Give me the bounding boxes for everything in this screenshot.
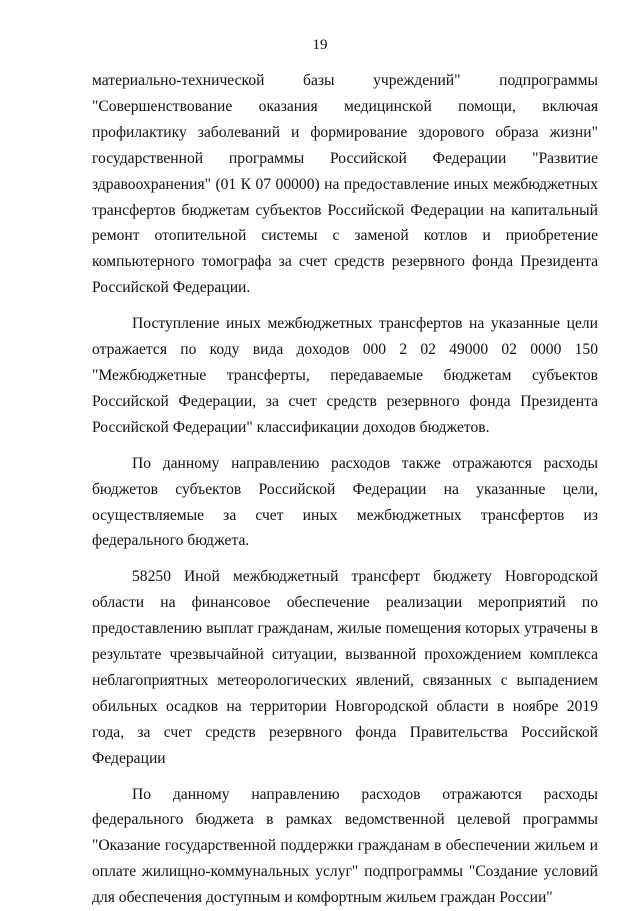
paragraph-income-code: Поступление иных межбюджетных трансфертов на указанные цели отражается по коду вида доходов 000 2 02 49000 02 0000 150 "Межбюджетные трансферты, передаваемые бюджетам субъектов Российской Федерации, за счет средств резервного фонда Президента Российской Федерации" классификации доходов бюджетов. [92,315,598,436]
paragraph-58250-transfer: 58250 Иной межбюджетный трансферт бюджету Новгородской области на финансовое обеспечение реализации мероприятий по предоставлению выплат гражданам, жилые помещения которых утрачены в результате чрезвычайной ситуации, вызванной прохождением комплекса неблагоприятных метеорологических явлений, связанных с выпадением обильных осадков на территории Новгородской области в ноябре 2019 года, за счет средств резервного фонда Правительства Российской Федерации [92,568,598,767]
document-body [92,68,598,911]
page-number: 19 [312,37,328,53]
paragraph-federal-expenses: По данному направлению расходов отражаются расходы федерального бюджета в рамках ведомственной целевой программы "Оказание государственной поддержки гражданам в обеспечении жильем и оплате жилищно-коммунальных услуг" подпрограммы "Создание условий для обеспечения доступным и комфортным жильем граждан России" [92,785,598,907]
paragraph-regional-expenses: По данному направлению расходов также отражаются расходы бюджетов субъектов Российской Федерации на указанные цели, осуществляемые за счет иных межбюджетных трансфертов из федерального бюджета. [92,454,598,550]
paragraph-continuation: материально-технической базы учреждений" подпрограммы "Совершенствование оказания медицинской помощи, включая профилактику заболеваний и формирование здорового образа жизни" государственной программы Российской Федерации "Развитие здравоохранения" (01 К 07 00000) на предоставление иных межбюджетных трансфертов бюджетам субъектов Российской Федерации на капитальный ремонт отопительной системы с заменой котлов и приобретение компьютерного томографа за счет средств резервного фонда Президента Российской Федерации. [92,72,598,297]
